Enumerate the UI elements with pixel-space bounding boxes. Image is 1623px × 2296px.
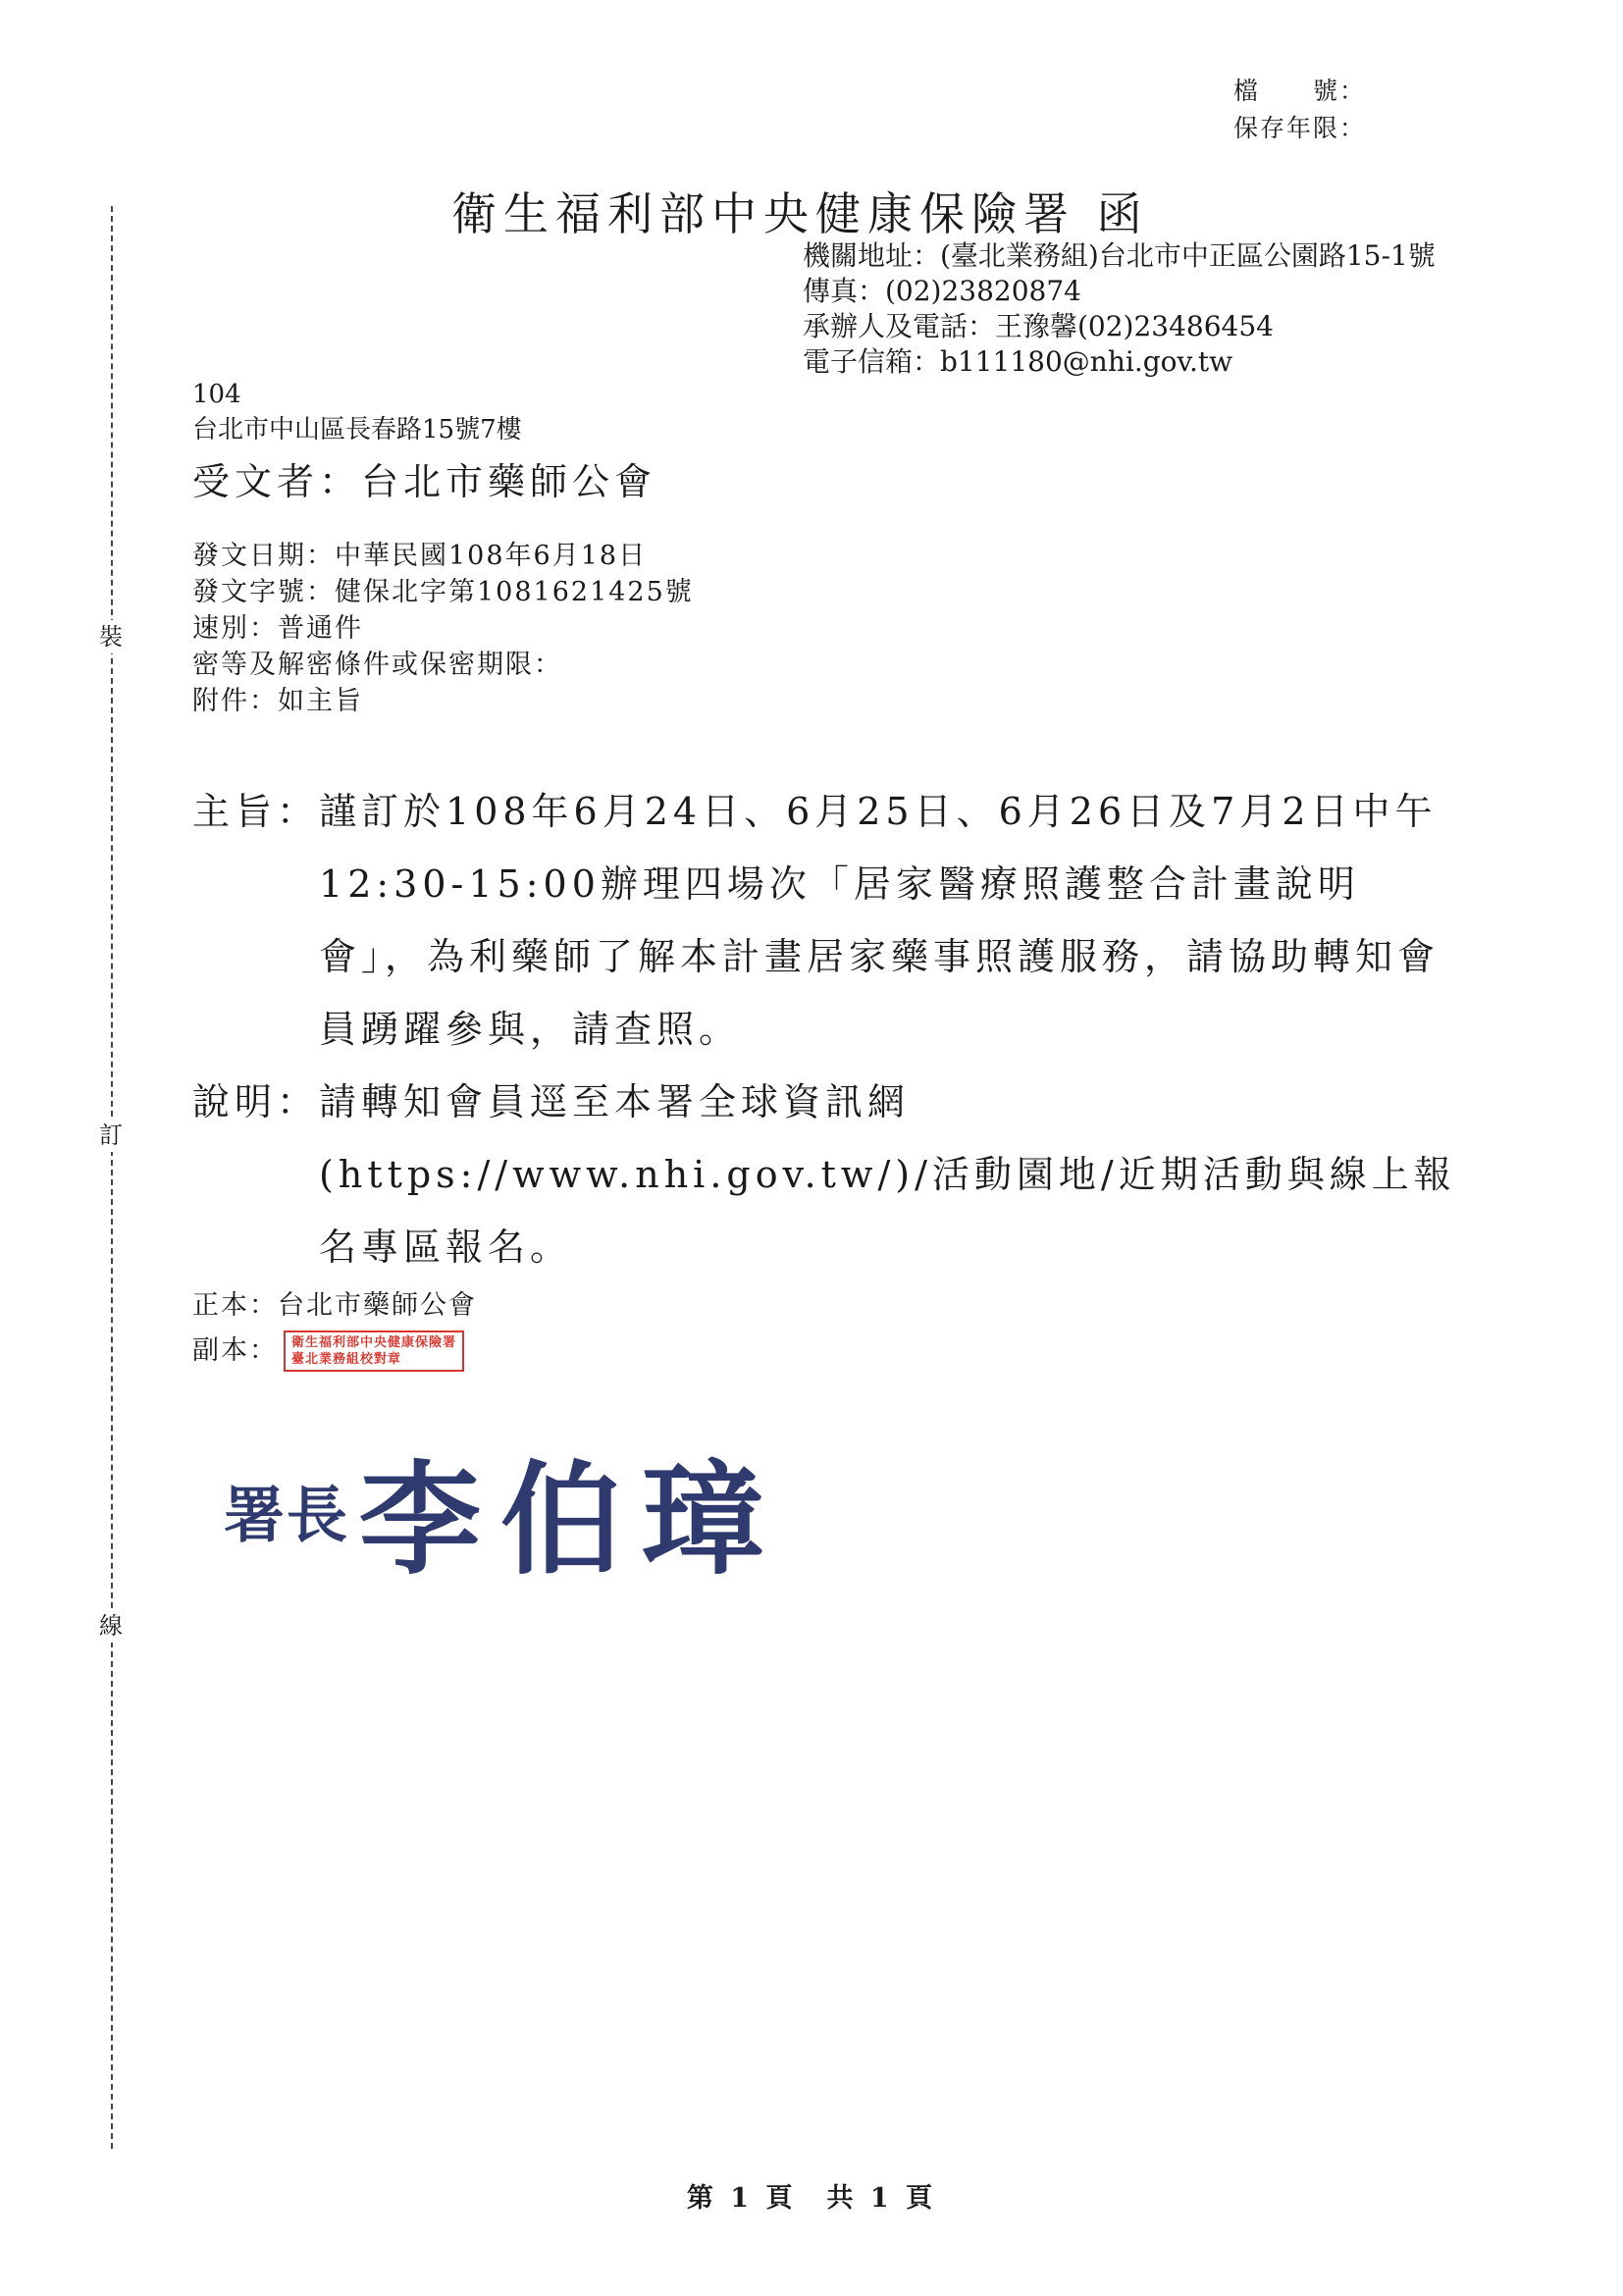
reference-number: 發文字號：健保北字第1081621425號 (192, 577, 694, 607)
subject-label: 主旨： (192, 790, 320, 833)
agency-contact-person: 承辦人及電話：王豫馨(02)23486454 (803, 310, 1274, 342)
verification-stamp (284, 1331, 464, 1372)
duplicate-copy-row (192, 1329, 477, 1374)
explanation-label: 說明： (192, 1080, 320, 1123)
document-title: 衛生福利部中央健康保險署 函 (451, 187, 1149, 240)
explanation-paragraph (192, 1066, 1458, 1283)
subject-paragraph (192, 775, 1458, 1066)
issue-date: 發文日期：中華民國108年6月18日 (192, 541, 648, 571)
filing-info (1233, 73, 1366, 147)
recipient-postal-code: 104 (192, 380, 241, 409)
page-number-footer: 第 1 頁 共 1 頁 (686, 2183, 937, 2214)
stamp-line-2: 臺北業務組校對章 (291, 1352, 402, 1367)
attachment-note: 附件：如主旨 (192, 686, 363, 716)
agency-fax: 傳真：(02)23820874 (803, 275, 1081, 307)
retention-period-label: 保存年限： (1232, 114, 1366, 142)
duplicate-copy-label: 副本： (192, 1335, 278, 1366)
director-signature (224, 1423, 783, 1597)
issuance-metadata (192, 538, 694, 719)
binding-dashed-line (111, 206, 113, 2149)
recipient-address-block (192, 377, 522, 447)
agency-address: 機關地址：(臺北業務組)台北市中正區公園路15-1號 (803, 239, 1436, 272)
signature-title: 署長 (224, 1479, 350, 1551)
signature-name: 李伯璋 (359, 1449, 784, 1592)
subject-text: 謹訂於108年6月24日、6月25日、6月26日及7月2日中午12:30-15:00辦理四場次「居家醫療照護整合計畫說明會」，為利藥師了解本計畫居家藥事照護服務，請協助轉知會員踴躍參與，請查照。 (319, 790, 1440, 1051)
recipient-address: 台北市中山區長春路15號7樓 (192, 415, 522, 444)
delivery-speed: 速別：普通件 (192, 613, 363, 644)
letter-body (192, 775, 1458, 1283)
file-number-label: 檔 號： (1232, 77, 1366, 105)
stamp-line-1: 衛生福利部中央健康保險署 (291, 1335, 457, 1350)
copies-block (192, 1283, 477, 1374)
original-copy-recipient: 正本：台北市藥師公會 (192, 1290, 477, 1321)
explanation-text: 請轉知會員逕至本署全球資訊網(https://www.nhi.gov.tw/)/活動園地/近期活動與線上報名專區報名。 (319, 1080, 1456, 1269)
recipient-name: 受文者：台北市藥師公會 (192, 460, 657, 503)
binding-mark-zhuang: 裝 (99, 620, 123, 653)
agency-email: 電子信箱：b111180@nhi.gov.tw (803, 345, 1233, 378)
binding-mark-ding: 訂 (99, 1119, 123, 1152)
security-level: 密等及解密條件或保密期限： (192, 650, 562, 680)
agency-contact-block (803, 238, 1436, 380)
binding-mark-xian: 線 (99, 1609, 123, 1643)
